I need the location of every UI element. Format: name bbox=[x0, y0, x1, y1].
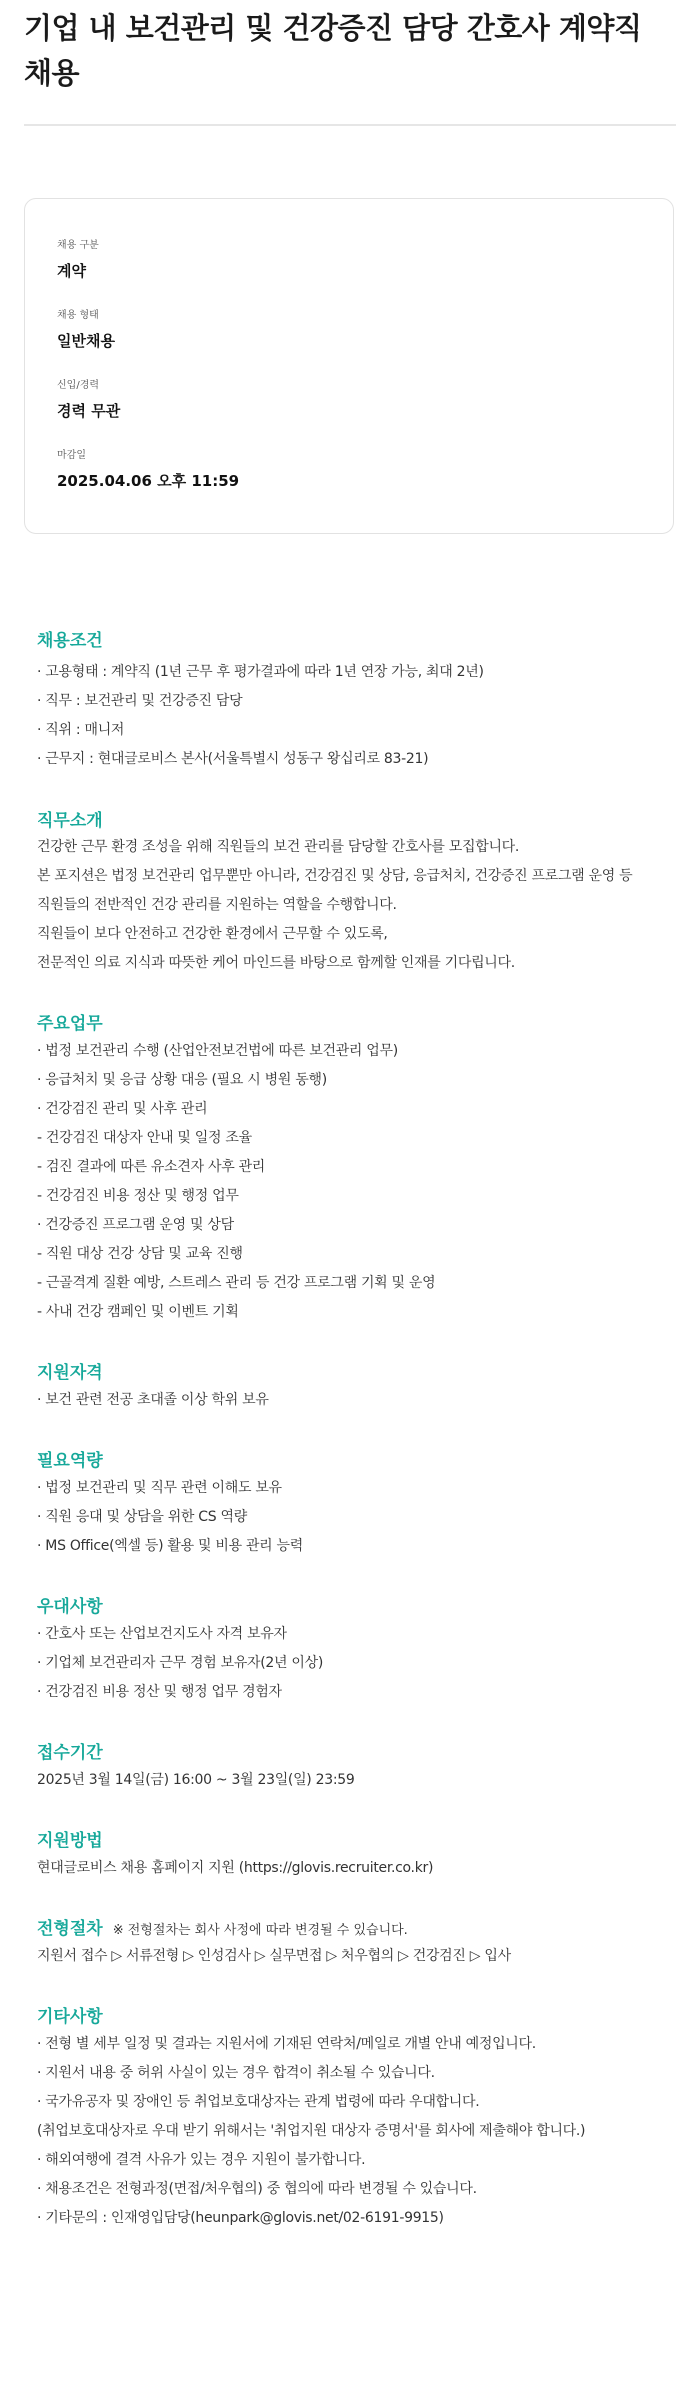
body-line: · 직원 응대 및 상담을 위한 CS 역량 bbox=[37, 1509, 247, 1525]
summary-item-type bbox=[57, 239, 99, 281]
body-line: · 직무 : 보건관리 및 건강증진 담당 bbox=[37, 693, 243, 709]
summary-value: 2025.04.06 오후 11:59 bbox=[57, 472, 240, 490]
summary-item-form bbox=[57, 309, 115, 351]
body-line: · 해외여행에 결격 사유가 있는 경우 지원이 불가합니다. bbox=[37, 2152, 366, 2168]
section-title-period: 접수기간 bbox=[37, 1743, 103, 1763]
body-line: · 법정 보건관리 및 직무 관련 이해도 보유 bbox=[37, 1480, 282, 1496]
body-line: · 국가유공자 및 장애인 등 취업보호대상자는 관계 법령에 따라 우대합니다. bbox=[37, 2094, 480, 2110]
summary-label: 채용 형태 bbox=[57, 310, 99, 321]
body-line: - 직원 대상 건강 상담 및 교육 진행 bbox=[37, 1246, 243, 1262]
body-line: · MS Office(엑셀 등) 활용 및 비용 관리 능력 bbox=[37, 1538, 304, 1554]
section-title-how-to-apply: 지원방법 bbox=[37, 1831, 103, 1851]
body-line: 지원서 접수 ▷ 서류전형 ▷ 인성검사 ▷ 실무면접 ▷ 처우협의 ▷ 건강검진 ▷ 입사 bbox=[37, 1948, 511, 1964]
body-line: 직원들이 보다 안전하고 건강한 환경에서 근무할 수 있도록, bbox=[37, 926, 388, 942]
body-line: · 법정 보건관리 수행 (산업안전보건법에 따른 보건관리 업무) bbox=[37, 1043, 398, 1059]
summary-label: 신입/경력 bbox=[57, 380, 100, 391]
body-line: 건강한 근무 환경 조성을 위해 직원들의 보건 관리를 담당할 간호사를 모집합니다. bbox=[37, 839, 520, 855]
summary-value: 경력 무관 bbox=[57, 402, 121, 420]
summary-value: 일반채용 bbox=[57, 332, 115, 350]
body-line: · 기타문의 : 인재영입담당(heunpark@glovis.net/02-6191-9915) bbox=[37, 2210, 444, 2226]
body-line: · 건강검진 비용 정산 및 행정 업무 경험자 bbox=[37, 1684, 282, 1700]
section-title-conditions: 채용조건 bbox=[37, 631, 103, 651]
summary-item-deadline bbox=[57, 449, 239, 491]
body-line: · 기업체 보건관리자 근무 경험 보유자(2년 이상) bbox=[37, 1655, 324, 1671]
body-line: · 간호사 또는 산업보건지도사 자격 보유자 bbox=[37, 1626, 287, 1642]
body-line: 본 포지션은 법정 보건관리 업무뿐만 아니라, 건강검진 및 상담, 응급처치, 건강증진 프로그램 운영 등 bbox=[37, 868, 633, 884]
section-title-duties: 주요업무 bbox=[37, 1014, 103, 1034]
body-line: - 근골격계 질환 예방, 스트레스 관리 등 건강 프로그램 기획 및 운영 bbox=[37, 1275, 436, 1291]
body-line: 현대글로비스 채용 홈페이지 지원 (https://glovis.recruiter.co.kr) bbox=[37, 1860, 434, 1876]
body-line: · 응급처치 및 응급 상황 대응 (필요 시 병원 동행) bbox=[37, 1072, 327, 1088]
summary-value: 계약 bbox=[57, 262, 86, 280]
section-title-preferred: 우대사항 bbox=[37, 1597, 103, 1617]
body-line: · 건강검진 관리 및 사후 관리 bbox=[37, 1101, 208, 1117]
section-title-competencies: 필요역량 bbox=[37, 1451, 103, 1471]
summary-card bbox=[24, 198, 674, 534]
body-line: · 직위 : 매니저 bbox=[37, 722, 125, 738]
body-line: - 건강검진 비용 정산 및 행정 업무 bbox=[37, 1188, 239, 1204]
body-line: - 사내 건강 캠페인 및 이벤트 기획 bbox=[37, 1304, 239, 1320]
process-note: ※ 전형절차는 회사 사정에 따라 변경될 수 있습니다. bbox=[112, 1923, 408, 1938]
body-line: · 채용조건은 전형과정(면접/처우협의) 중 협의에 따라 변경될 수 있습니다. bbox=[37, 2181, 477, 2197]
body-line: · 전형 별 세부 일정 및 결과는 지원서에 기재된 연락처/메일로 개별 안내 예정입니다. bbox=[37, 2036, 536, 2052]
page-title: 기업 내 보건관리 및 건강증진 담당 간호사 계약직 채용 bbox=[24, 11, 642, 90]
title-divider bbox=[24, 124, 676, 126]
body-line: · 건강증진 프로그램 운영 및 상담 bbox=[37, 1217, 234, 1233]
summary-label: 마감일 bbox=[57, 450, 86, 461]
section-title-qualifications: 지원자격 bbox=[37, 1363, 103, 1383]
section-title-text: 전형절차 bbox=[37, 1919, 103, 1939]
summary-item-career bbox=[57, 379, 120, 421]
section-title-process bbox=[37, 1918, 408, 1942]
body-line: · 고용형태 : 계약직 (1년 근무 후 평가결과에 따라 1년 연장 가능, 최대 2년) bbox=[37, 664, 484, 680]
summary-label: 채용 구분 bbox=[57, 240, 99, 251]
body-line: - 검진 결과에 따른 유소견자 사후 관리 bbox=[37, 1159, 266, 1175]
body-line: · 근무지 : 현대글로비스 본사(서울특별시 성동구 왕십리로 83-21) bbox=[37, 751, 429, 767]
body-line: (취업보호대상자로 우대 받기 위해서는 '취업지원 대상자 증명서'를 회사에 제출해야 합니다.) bbox=[37, 2123, 586, 2139]
body-line: · 지원서 내용 중 허위 사실이 있는 경우 합격이 취소될 수 있습니다. bbox=[37, 2065, 435, 2081]
body-line: · 보건 관련 전공 초대졸 이상 학위 보유 bbox=[37, 1392, 269, 1408]
section-title-job-intro: 직무소개 bbox=[37, 811, 103, 831]
body-line: 전문적인 의료 지식과 따뜻한 케어 마인드를 바탕으로 함께할 인재를 기다립니다. bbox=[37, 955, 515, 971]
section-title-etc: 기타사항 bbox=[37, 2007, 103, 2027]
body-line: 직원들의 전반적인 건강 관리를 지원하는 역할을 수행합니다. bbox=[37, 897, 397, 913]
body-line: 2025년 3월 14일(금) 16:00 ~ 3월 23일(일) 23:59 bbox=[37, 1772, 355, 1788]
body-line: - 건강검진 대상자 안내 및 일정 조율 bbox=[37, 1130, 252, 1146]
